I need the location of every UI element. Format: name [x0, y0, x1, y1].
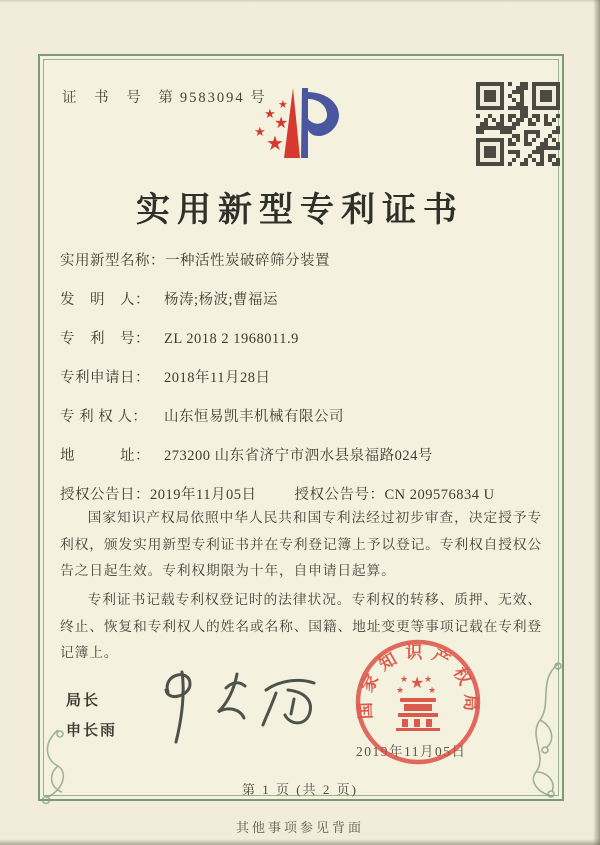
- field-value: ZL 2018 2 1968011.9: [164, 331, 299, 347]
- seal-date: 2019年11月05日: [356, 744, 467, 759]
- svg-text:★: ★: [396, 685, 405, 695]
- field-row-patentee: [60, 406, 538, 428]
- field-label: 专 利 号：: [60, 331, 150, 347]
- logo-star: ★: [254, 124, 266, 139]
- back-side-note: 其他事项参见背面: [235, 820, 364, 835]
- page-title: 实用新型专利证书: [136, 192, 464, 229]
- cnipa-logo-icon: [238, 76, 362, 180]
- svg-text:★: ★: [424, 674, 433, 684]
- grant-no-value: CN 209576834 U: [384, 487, 495, 503]
- handwritten-signature: [142, 662, 342, 752]
- field-value: 一种活性炭破碎筛分装置: [165, 253, 330, 269]
- logo-star: ★: [264, 106, 276, 121]
- grant-date-value: 2019年11月05日: [150, 487, 257, 503]
- scan-edge: [593, 0, 600, 845]
- scan-edge: [0, 839, 600, 845]
- field-row-patent-number: [60, 328, 538, 350]
- svg-text:★: ★: [428, 685, 437, 695]
- certificate-number-suffix: 号: [250, 90, 267, 106]
- official-seal: [352, 638, 484, 770]
- legal-paragraph-1: 国家知识产权局依照中华人民共和国专利法经过初步审查，决定授予专利权，颁发实用新型专利证书并在专利登记簿上予以登记。专利权自授权公告之日起生效。专利权期限为十年，自申请日起算。: [60, 510, 542, 579]
- seal-text: 国家知识产权局: [355, 643, 481, 720]
- certificate-number-prefix: 证 书 号 第: [62, 90, 180, 106]
- field-row-address: [60, 445, 538, 467]
- field-row-name: [60, 250, 538, 272]
- field-list: [60, 250, 538, 506]
- field-row-inventors: [60, 289, 538, 311]
- signer-name: 申长雨: [66, 722, 118, 739]
- field-row-filing-date: [60, 367, 538, 389]
- certificate-number-value: 9583094: [179, 90, 245, 106]
- field-label: 专 利 权 人：: [60, 409, 148, 425]
- field-label: 专利申请日：: [60, 370, 150, 386]
- field-row-grant: [60, 484, 538, 506]
- svg-text:★: ★: [410, 675, 425, 692]
- field-value: 山东恒易凯丰机械有限公司: [164, 409, 344, 425]
- seal-national-emblem: [396, 674, 440, 731]
- page-number: 第 1 页 (共 2 页): [242, 782, 358, 797]
- signer-title: 局长: [66, 692, 101, 709]
- certificate-number: [62, 86, 267, 107]
- field-value: 杨涛;杨波;曹福运: [164, 292, 279, 308]
- logo-star: ★: [274, 115, 289, 132]
- logo-star: ★: [266, 133, 284, 155]
- qr-code: [476, 82, 560, 166]
- field-value: 273200 山东省济宁市泗水县泉福路024号: [164, 448, 433, 464]
- scan-edge: [0, 0, 600, 3]
- logo-star: ★: [278, 99, 288, 111]
- legal-paragraph-2: 专利证书记载专利权登记时的法律状况。专利权的转移、质押、无效、终止、恢复和专利权人的姓名或名称、国籍、地址变更等事项记载在专利登记簿上。: [60, 591, 542, 661]
- field-value: 2018年11月28日: [164, 370, 271, 386]
- grant-no-label: 授权公告号：: [294, 487, 385, 503]
- grant-date-label: 授权公告日：: [60, 487, 150, 503]
- field-label: 地 址：: [60, 448, 150, 464]
- field-label: 实用新型名称：: [60, 253, 165, 269]
- svg-text:★: ★: [400, 674, 409, 684]
- field-label: 发 明 人：: [60, 292, 150, 308]
